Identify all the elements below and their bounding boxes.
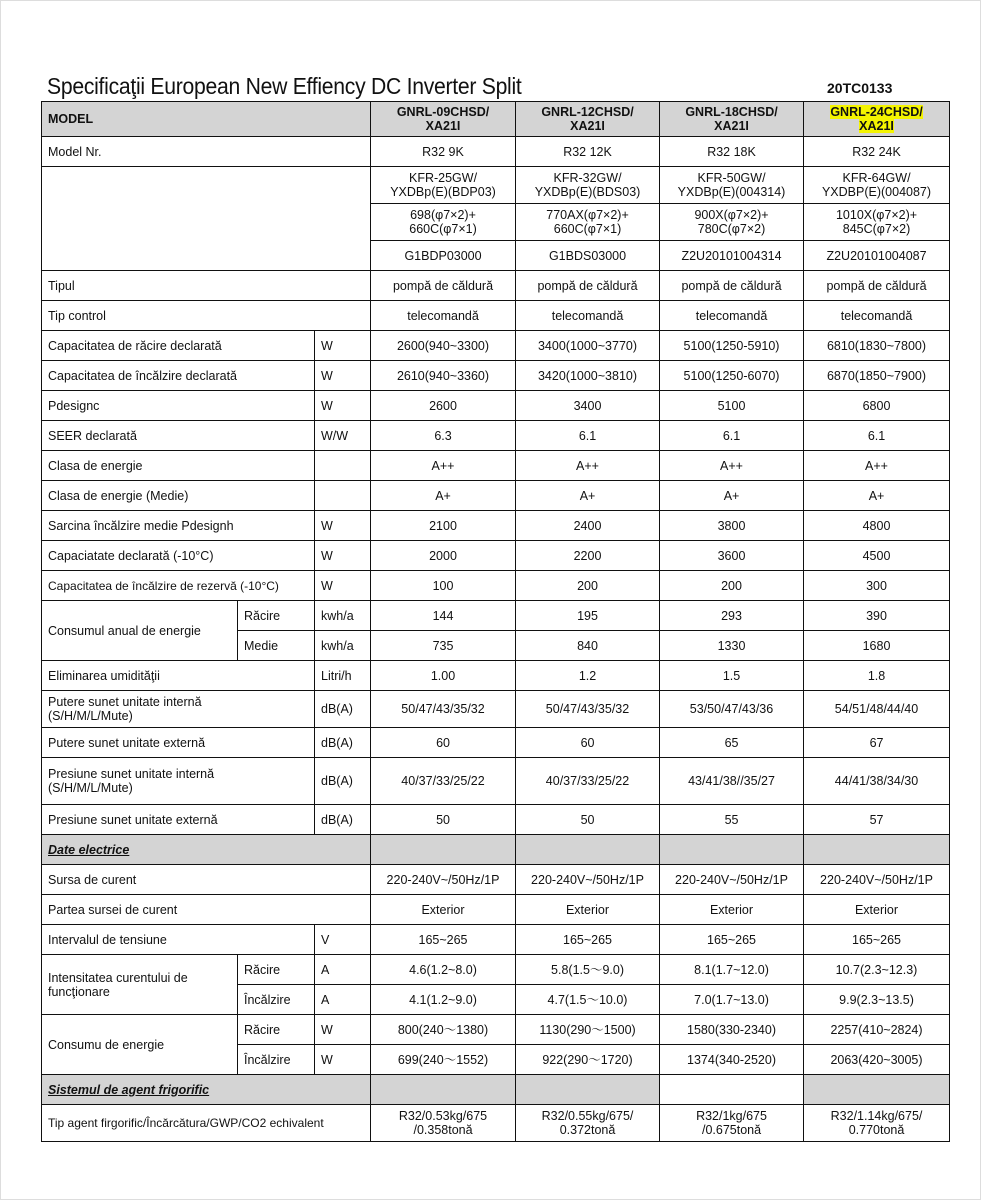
- cell: 6.1: [516, 421, 660, 451]
- unit: W: [315, 511, 371, 541]
- cell: Z2U20101004314: [660, 241, 804, 271]
- sub-label: Răcire: [238, 955, 315, 985]
- putere-ext-row: [42, 728, 950, 758]
- cell: A+: [371, 481, 516, 511]
- cell: 2200: [516, 541, 660, 571]
- unit: W: [315, 391, 371, 421]
- cell: 6870(1850~7900): [804, 361, 950, 391]
- cell: 50: [371, 805, 516, 835]
- cell: Exterior: [804, 895, 950, 925]
- cell: 3800: [660, 511, 804, 541]
- cell: 165~265: [371, 925, 516, 955]
- cell: 2600: [371, 391, 516, 421]
- row-label: Putere sunet unitate externă: [42, 728, 315, 758]
- cell: 6800: [804, 391, 950, 421]
- unit: kwh/a: [315, 631, 371, 661]
- cell: 7.0(1.7~13.0): [660, 985, 804, 1015]
- highlighted-model: GNRL-24CHSD/: [830, 105, 923, 119]
- row-label: Capacitatea de încălzire de rezervă (-10°C): [42, 571, 315, 601]
- row-label: Clasa de energie (Medie): [42, 481, 315, 511]
- cell: 1.5: [660, 661, 804, 691]
- cell: 50/47/43/35/32: [516, 691, 660, 728]
- cell: 54/51/48/44/40: [804, 691, 950, 728]
- unit: W: [315, 1015, 371, 1045]
- row-label: Presiune sunet unitate externă: [42, 805, 315, 835]
- cell: 1130(290～1500): [516, 1015, 660, 1045]
- model-header-label: MODEL: [42, 102, 371, 137]
- unit: W: [315, 1045, 371, 1075]
- cell: 922(290～1720): [516, 1045, 660, 1075]
- unit: W: [315, 541, 371, 571]
- cell: A++: [371, 451, 516, 481]
- row-label: Partea sursei de curent: [42, 895, 371, 925]
- cell: [660, 1075, 804, 1105]
- tensiune-row: [42, 925, 950, 955]
- cell: telecomandă: [660, 301, 804, 331]
- cell: telecomandă: [804, 301, 950, 331]
- cell: 6.3: [371, 421, 516, 451]
- section-electric: [42, 835, 950, 865]
- row-label: Capaciatate declarată (-10°C): [42, 541, 315, 571]
- cell: [516, 1075, 660, 1105]
- cell: R32/1kg/675 /0.675tonă: [660, 1105, 804, 1142]
- cell: 220-240V~/50Hz/1P: [371, 865, 516, 895]
- row-label: Tip agent firgorific/Încărcătura/GWP/CO2 echivalent: [42, 1105, 371, 1142]
- row-label: Presiune sunet unitate internă (S/H/M/L/Mute): [42, 758, 315, 805]
- cell: 1.2: [516, 661, 660, 691]
- cell: 10.7(2.3~12.3): [804, 955, 950, 985]
- row-label: Intervalul de tensiune: [42, 925, 315, 955]
- cell: telecomandă: [516, 301, 660, 331]
- pdesignh-row: [42, 511, 950, 541]
- cell: 900X(φ7×2)+ 780C(φ7×2): [660, 204, 804, 241]
- presiune-int-row: [42, 758, 950, 805]
- cell: 43/41/38//35/27: [660, 758, 804, 805]
- cell: 57: [804, 805, 950, 835]
- seer-row: [42, 421, 950, 451]
- cell: R32/0.53kg/675 /0.358tonă: [371, 1105, 516, 1142]
- cell: Z2U20101004087: [804, 241, 950, 271]
- cell: 5100(1250-5910): [660, 331, 804, 361]
- row-label: Eliminarea umidităţii: [42, 661, 315, 691]
- model-header-18: GNRL-18CHSD/ XA21I: [660, 102, 804, 137]
- cell: 1580(330-2340): [660, 1015, 804, 1045]
- sub-label: Răcire: [238, 1015, 315, 1045]
- cell: 165~265: [660, 925, 804, 955]
- cell: A++: [516, 451, 660, 481]
- section-title: Sistemul de agent frigorific: [42, 1075, 371, 1105]
- cell: [516, 835, 660, 865]
- section-refrigerant: [42, 1075, 950, 1105]
- cell: [804, 835, 950, 865]
- row-label: Intensitatea curentului de funcţionare: [42, 955, 238, 1015]
- row-label: Model Nr.: [42, 137, 371, 167]
- cell: A+: [660, 481, 804, 511]
- cell: pompă de căldură: [660, 271, 804, 301]
- cell: [804, 1075, 950, 1105]
- cell: 2257(410~2824): [804, 1015, 950, 1045]
- unit: dB(A): [315, 758, 371, 805]
- cell: 1.8: [804, 661, 950, 691]
- model-header-row: [42, 102, 950, 137]
- cell: telecomandă: [371, 301, 516, 331]
- unit: W: [315, 571, 371, 601]
- cell: 4.7(1.5～10.0): [516, 985, 660, 1015]
- row-label: Consumu de energie: [42, 1015, 238, 1075]
- tipul-row: [42, 271, 950, 301]
- row-label: Capacitatea de răcire declarată: [42, 331, 315, 361]
- model-header-12: GNRL-12CHSD/ XA21I: [516, 102, 660, 137]
- cell: 8.1(1.7~12.0): [660, 955, 804, 985]
- cell: 165~265: [804, 925, 950, 955]
- cell: 2600(940~3300): [371, 331, 516, 361]
- cell: KFR-32GW/ YXDBp(E)(BDS03): [516, 167, 660, 204]
- indoor-code-row: [42, 167, 950, 204]
- cell: A+: [804, 481, 950, 511]
- cell: 2400: [516, 511, 660, 541]
- racire-row: [42, 331, 950, 361]
- row-label: Putere sunet unitate internă (S/H/M/L/Mute): [42, 691, 315, 728]
- cell: 5.8(1.5～9.0): [516, 955, 660, 985]
- presiune-ext-row: [42, 805, 950, 835]
- cell: 53/50/47/43/36: [660, 691, 804, 728]
- cell: 1374(340-2520): [660, 1045, 804, 1075]
- unit: W: [315, 361, 371, 391]
- row-label: Sarcina încălzire medie Pdesignh: [42, 511, 315, 541]
- clasa-medie-row: [42, 481, 950, 511]
- cell: 4800: [804, 511, 950, 541]
- cell: 1010X(φ7×2)+ 845C(φ7×2): [804, 204, 950, 241]
- pdesignc-row: [42, 391, 950, 421]
- unit: [315, 451, 371, 481]
- cell: 390: [804, 601, 950, 631]
- cell: 2000: [371, 541, 516, 571]
- cell: Exterior: [516, 895, 660, 925]
- cell: 2063(420~3005): [804, 1045, 950, 1075]
- cell: 9.9(2.3~13.5): [804, 985, 950, 1015]
- cell: 840: [516, 631, 660, 661]
- unit: V: [315, 925, 371, 955]
- cell: R32 24K: [804, 137, 950, 167]
- cell: KFR-50GW/ YXDBp(E)(004314): [660, 167, 804, 204]
- row-label: Capacitatea de încălzire declarată: [42, 361, 315, 391]
- cell: 735: [371, 631, 516, 661]
- cell: 6.1: [660, 421, 804, 451]
- cell: R32 18K: [660, 137, 804, 167]
- cell: 293: [660, 601, 804, 631]
- section-title: Date electrice: [42, 835, 371, 865]
- cell: 3400(1000~3770): [516, 331, 660, 361]
- cell: R32/1.14kg/675/ 0.770tonă: [804, 1105, 950, 1142]
- cell: 1330: [660, 631, 804, 661]
- cell: Exterior: [371, 895, 516, 925]
- row-label: Pdesignc: [42, 391, 315, 421]
- unit: dB(A): [315, 691, 371, 728]
- cell: 6.1: [804, 421, 950, 451]
- cell: 699(240～1552): [371, 1045, 516, 1075]
- unit: [315, 481, 371, 511]
- cell: 3400: [516, 391, 660, 421]
- cell: A++: [660, 451, 804, 481]
- umiditate-row: [42, 661, 950, 691]
- model-header-24: GNRL-24CHSD/ XA21I: [804, 102, 950, 137]
- unit: dB(A): [315, 805, 371, 835]
- cell: 220-240V~/50Hz/1P: [804, 865, 950, 895]
- spec-table: [41, 101, 950, 1142]
- cell: pompă de căldură: [516, 271, 660, 301]
- cell: 1680: [804, 631, 950, 661]
- cell: 40/37/33/25/22: [371, 758, 516, 805]
- row-label: Tip control: [42, 301, 371, 331]
- cell: R32 12K: [516, 137, 660, 167]
- cell: 3420(1000~3810): [516, 361, 660, 391]
- control-row: [42, 301, 950, 331]
- cell: 2610(940~3360): [371, 361, 516, 391]
- cell: 144: [371, 601, 516, 631]
- cell: 6810(1830~7800): [804, 331, 950, 361]
- cell: G1BDP03000: [371, 241, 516, 271]
- cell: KFR-64GW/ YXDBP(E)(004087): [804, 167, 950, 204]
- unit: A: [315, 955, 371, 985]
- refrigerant-row: [42, 1105, 950, 1142]
- cell: 165~265: [516, 925, 660, 955]
- model-nr-row: [42, 137, 950, 167]
- unit: W/W: [315, 421, 371, 451]
- cell: R32 9K: [371, 137, 516, 167]
- cell: 67: [804, 728, 950, 758]
- model-header-09: GNRL-09CHSD/ XA21I: [371, 102, 516, 137]
- document-code: 20TC0133: [827, 80, 893, 96]
- cell: KFR-25GW/ YXDBp(E)(BDP03): [371, 167, 516, 204]
- cell: 65: [660, 728, 804, 758]
- row-label: SEER declarată: [42, 421, 315, 451]
- cell: A+: [516, 481, 660, 511]
- cell: 200: [516, 571, 660, 601]
- incalzire-row: [42, 361, 950, 391]
- cell: 200: [660, 571, 804, 601]
- cell: 4500: [804, 541, 950, 571]
- unit: kwh/a: [315, 601, 371, 631]
- cell: 220-240V~/50Hz/1P: [660, 865, 804, 895]
- sub-label: Încălzire: [238, 1045, 315, 1075]
- intensitate-racire-row: [42, 955, 950, 985]
- cell: pompă de căldură: [371, 271, 516, 301]
- cell: 44/41/38/34/30: [804, 758, 950, 805]
- cell: 698(φ7×2)+ 660C(φ7×1): [371, 204, 516, 241]
- cell: 100: [371, 571, 516, 601]
- cell: R32/0.55kg/675/ 0.372tonă: [516, 1105, 660, 1142]
- cell: 5100(1250-6070): [660, 361, 804, 391]
- unit: dB(A): [315, 728, 371, 758]
- cell: 60: [516, 728, 660, 758]
- clasa-row: [42, 451, 950, 481]
- cell: 55: [660, 805, 804, 835]
- cap10-row: [42, 541, 950, 571]
- consum-racire-row: [42, 1015, 950, 1045]
- unit: Litri/h: [315, 661, 371, 691]
- cell: 4.6(1.2~8.0): [371, 955, 516, 985]
- cell: [660, 835, 804, 865]
- cell: 3600: [660, 541, 804, 571]
- partea-row: [42, 895, 950, 925]
- row-label: Sursa de curent: [42, 865, 371, 895]
- cell: [371, 835, 516, 865]
- unit: W: [315, 331, 371, 361]
- cell: pompă de căldură: [804, 271, 950, 301]
- cell: 50: [516, 805, 660, 835]
- cell: 5100: [660, 391, 804, 421]
- cell: 300: [804, 571, 950, 601]
- sub-label: Încălzire: [238, 985, 315, 1015]
- sub-label: Medie: [238, 631, 315, 661]
- row-label: Clasa de energie: [42, 451, 315, 481]
- cell: 800(240～1380): [371, 1015, 516, 1045]
- page-title: Specificaţii European New Effiency DC Inverter Split: [47, 73, 522, 99]
- cell: 4.1(1.2~9.0): [371, 985, 516, 1015]
- cell: 1.00: [371, 661, 516, 691]
- unit: A: [315, 985, 371, 1015]
- cell: 195: [516, 601, 660, 631]
- cell: 50/47/43/35/32: [371, 691, 516, 728]
- cell: 2100: [371, 511, 516, 541]
- cell: G1BDS03000: [516, 241, 660, 271]
- cell: 60: [371, 728, 516, 758]
- cell: 40/37/33/25/22: [516, 758, 660, 805]
- codes-label-blank: [42, 167, 371, 271]
- row-label: Tipul: [42, 271, 371, 301]
- sub-label: Răcire: [238, 601, 315, 631]
- putere-int-row: [42, 691, 950, 728]
- cell: 770AX(φ7×2)+ 660C(φ7×1): [516, 204, 660, 241]
- cell: A++: [804, 451, 950, 481]
- consum-anual-racire-row: [42, 601, 950, 631]
- rezerva-row: [42, 571, 950, 601]
- cell: 220-240V~/50Hz/1P: [516, 865, 660, 895]
- cell: [371, 1075, 516, 1105]
- sursa-row: [42, 865, 950, 895]
- row-label: Consumul anual de energie: [42, 601, 238, 661]
- cell: Exterior: [660, 895, 804, 925]
